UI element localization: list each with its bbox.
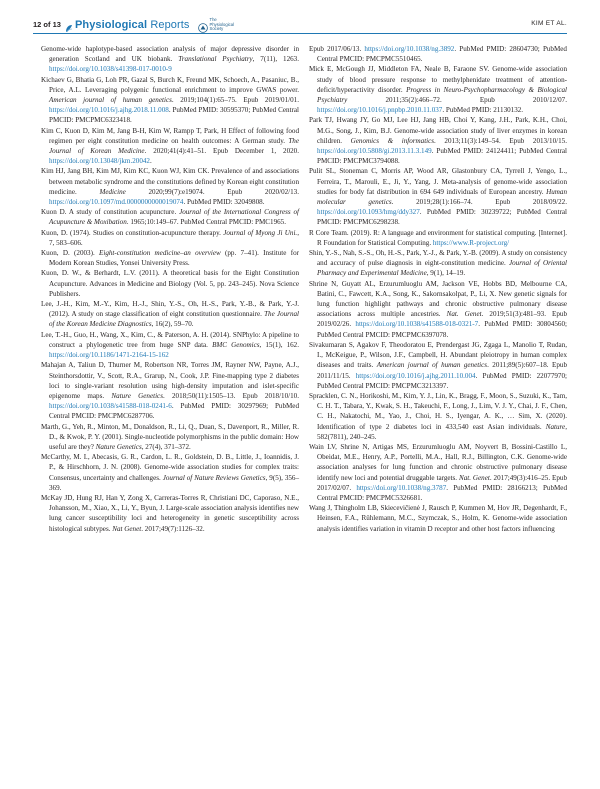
reference-journal: Journal of Myong Ji Uni.	[223, 228, 298, 237]
reference-entry	[41, 493, 299, 534]
reference-entry	[309, 442, 567, 503]
reference-entry	[309, 115, 567, 166]
reference-journal: Journal of the International Congress of Acupuncture & Moxibation	[49, 208, 299, 227]
reference-entry	[41, 248, 299, 268]
reference-text: , 27(4), 371–372.	[141, 442, 191, 451]
header-rule	[33, 33, 567, 34]
reference-text: . PubMed PMID: 32049808.	[183, 198, 265, 207]
reference-text: . PubMed PMID: 28166213; PubMed Central PMCID: PMCPMC5326681.	[317, 483, 567, 502]
running-author: KIM ET AL.	[531, 20, 567, 27]
reference-entry	[41, 207, 299, 227]
society-line-2: Physiological	[209, 21, 234, 27]
journal-logo-icon	[65, 20, 73, 29]
reference-text: . PubMed PMID: 24124411; PubMed Central PMCID: PMCPMC3794088.	[317, 147, 567, 166]
reference-text: . 2017;49(3):416–25. Epub 2017/02/07.	[317, 473, 568, 492]
reference-journal: BMC Genomics	[212, 340, 260, 349]
reference-text: , 7, 583–606.	[49, 228, 299, 247]
reference-journal: Nat. Genet	[446, 310, 482, 319]
references-right-column	[309, 44, 567, 534]
reference-text: . 2019;104(1):65–75. Epub 2019/01/01.	[171, 96, 299, 105]
reference-journal: Genomics & informatics	[350, 136, 435, 145]
reference-text: Kuon, D. (2003).	[41, 249, 100, 258]
reference-entry	[41, 126, 299, 167]
page-number: 12 of 13	[33, 20, 61, 30]
reference-entry	[309, 44, 567, 64]
reference-entry	[41, 452, 299, 493]
society-name	[210, 18, 234, 32]
reference-text: McCarthy, M. I., Abecasis, G. R., Cardon, L. R., Goldstein, D. B., Little, J., Ioannidis, J. P., & Hirschhorn, J. N. (2008). Genome-wide association studies for complex traits: Consensus, uncertainty and challenges.	[41, 453, 299, 482]
journal-logo[interactable]	[65, 19, 190, 31]
reference-doi-link[interactable]: https://doi.org/10.1016/j.ajhg.2011.10.004	[355, 371, 476, 380]
reference-text: . 2019;51(3):481–93. Epub 2019/02/26.	[317, 310, 568, 329]
reference-text: . PubMed PMID: 30239722; PubMed Central PMCID: PMCPMC6298238.	[317, 208, 567, 227]
reference-entry	[41, 360, 299, 421]
reference-doi-link[interactable]: https://doi.org/10.1097/md.0000000000019074	[49, 198, 184, 207]
reference-text: . PubMed PMID: 30297969; PubMed Central PMCID: PMCPMC6287706.	[49, 402, 299, 421]
reference-entry	[41, 166, 299, 207]
reference-text: , 582(7811), 240–245.	[317, 422, 567, 441]
reference-text: , 9(1), 14–19.	[426, 269, 466, 278]
reference-journal: Nature	[545, 422, 566, 431]
reference-text: Kuon, D. W., & Berhardt, L.V. (2011). A theoretical basis for the Eight Constitution Acupuncture. Advances in Medicine and Biology (Vol. 5, pp. 243–245). Nova Science Publishers.	[41, 269, 299, 298]
reference-text: . 2020;41(4):41–51. Epub December 1, 2020.	[144, 147, 299, 156]
reference-text: . 2017;49(7):1126–32.	[141, 524, 205, 533]
reference-text: . 1965;10:149–67. PubMed Central PMCID: PMC1965.	[126, 218, 286, 227]
reference-doi-link[interactable]: https://doi.org/10.1038/s41588-018-0321-7	[355, 320, 479, 329]
reference-journal: Nat. Genet	[458, 473, 490, 482]
reference-doi-link[interactable]: https://doi.org/10.1038/ng.3892	[364, 45, 455, 53]
reference-journal: Journal of Nature Reviews Genetics	[162, 473, 266, 482]
reference-entry	[41, 228, 299, 248]
reference-text: Kim HJ, Jang BH, Kim MJ, Kim KC, Kuon WJ, Kim CK. Prevalence of and associations between metabolic syndrome and the constitutions defined by Korean eight constitution medicine.	[41, 167, 299, 196]
reference-text: . PubMed PMID: 30804560; PubMed Central PMCID: PMCPMC6397078.	[317, 320, 567, 339]
society-line-3: Society	[209, 26, 224, 32]
reference-text: Mahajan A, Taliun D, Thurner M, Robertson NR, Torres JM, Rayner NW, Payne, A.J., Steinthorsdottir, V., Scott, R.A., Grarup, N., Cook, J.P. Fine-mapping type 2 diabetes loci to single-variant resolution using high-density imputation and islet-specific epigenome maps.	[41, 361, 299, 400]
reference-text: Sivakumaran S, Agakov F, Theodoratou E, Prendergast JG, Zgaga L, Manolio T, Rudan, I., McKeigue, P., Wilson, J.F., Campbell, H. Abundant pleiotropy in human complex diseases and traits.	[309, 340, 567, 370]
reference-journal: American journal of human genetics	[49, 96, 172, 105]
reference-journal: Eight-constitution medicine–an overview	[99, 249, 221, 258]
society-logo-icon	[198, 20, 208, 30]
society-line-1: The	[209, 17, 217, 22]
journal-name-part2: Reports	[150, 18, 190, 31]
reference-entry	[41, 268, 299, 299]
reference-text: , 7(11), 1263.	[252, 55, 299, 64]
society-logo[interactable]	[198, 18, 234, 32]
reference-text: . 2019;28(1):166–74. Epub 2018/09/22.	[391, 198, 567, 207]
reference-text: Spracklen, C. N., Horikoshi, M., Kim, Y. J., Lin, K., Bragg, F., Moon, S., Suzuki, K., Tam, C. H. T., Tabara, Y., Kwak, S. H., Takeuchi, F., Long, J., Lim, V. J. Y., Chai, J. F., Chen, C. H., Nakatochi, M., Yao, J., Choi, H. S., Iyengar, A. K., … Sim, X. (2020). Identification of type 2 diabetes loci in 433,540 east Asian individuals.	[309, 391, 567, 431]
reference-doi-link[interactable]: https://doi.org/10.5808/gi.2013.11.3.149	[317, 147, 432, 156]
reference-text: 2011;35(2):466–72. Epub 2010/12/07.	[347, 96, 567, 105]
reference-entry	[41, 422, 299, 453]
reference-text: Kim C, Kuon D, Kim M, Jang B-H, Kim W, Rampp T, Park, H Effect of following food regimen per eight constitution medicine on health outcomes: A German study.	[41, 126, 299, 145]
reference-text: . 2011;89(5):607–18. Epub 2011/11/15.	[317, 361, 567, 380]
reference-entry	[309, 391, 567, 442]
reference-text: . PubMed PMID: 22077970; PubMed Central PMCID: PMCPMC3213397.	[317, 371, 567, 390]
journal-name-part1: Physiological	[74, 18, 148, 31]
reference-text: . PubMed PMID: 21130132.	[442, 106, 524, 115]
reference-text: Park TJ, Hwang JY, Go MJ, Lee HJ, Jang HB, Choi Y, Kang, J.H., Park, K.H., Choi, M.G., Song, J., Kim, B.J. Genome-wide association study of liver enzymes in korean children.	[309, 116, 567, 145]
reference-entry	[41, 299, 299, 330]
reference-entry	[41, 75, 299, 126]
reference-text: Wain LV, Shrine N, Artigas MS, Erzurumluoglu AM, Noyvert B, Bossini-Castillo L, Obeidat, M.E., Henry, A.P., Portelli, M.A., Hall, R.J., Billington, C.K. Genome-wide association analyses for lung function and chronic obstructive pulmonary disease identify new loci and potential druggable targets.	[309, 442, 567, 482]
reference-text: Mick E, McGough JJ, Middleton FA, Neale B, Faraone SV. Genome-wide association study of blood pressure response to methylphenidate treatment of attention-deficit/hyperactivity disorder.	[309, 65, 567, 94]
reference-text: . 2013;11(3):149–54. Epub 2013/10/15.	[434, 136, 567, 145]
reference-journal: Medicine	[99, 187, 126, 196]
reference-entry	[309, 166, 567, 227]
reference-journal: Nature Genetics	[111, 391, 163, 400]
header-left	[33, 18, 234, 32]
reference-entry	[41, 44, 299, 75]
reference-journal: Journal of Oriental Pharmacy and Experimental Medicine	[317, 259, 567, 278]
reference-journal: Nat Genet	[112, 524, 142, 533]
reference-journal: American journal of human genetics	[376, 361, 488, 370]
reference-text: Marth, G., Yeh, R., Minton, M., Donaldson, R., Li, Q., Duan, S., Davenport, R., Miller, R. D., & Kwok, P. Y. (2001). Single-nucleotide polymorphisms in the public domain: How useful are they?	[41, 422, 299, 451]
reference-text: 2020;99(7):e19074. Epub 2020/02/13.	[125, 187, 299, 196]
reference-journal: Progress in Neuro-Psychopharmacology & Biological Psychiatry	[317, 85, 567, 105]
reference-text: McKay JD, Hung RJ, Han Y, Zong X, Carreras-Torres R, Christiani DC, Caporaso, N.E., Johansson, M., Xiao, X., Li, Y., Byun, J. Large-scale association analysis identifies new lung cancer susceptibility loci and heterogeneity in genetic susceptibility across histological subtypes.	[41, 493, 299, 533]
reference-text: Epub 2017/06/13.	[309, 45, 365, 53]
reference-text: Lee, T.-H., Guo, H., Wang, X., Kim, C., & Paterson, A. H. (2014). SNPhylo: A pipeline to construct a phylogenetic tree from huge SNP data.	[41, 330, 299, 349]
reference-doi-link[interactable]: https://doi.org/10.1016/j.pnpbp.2010.11.037	[317, 106, 443, 115]
reference-doi-link[interactable]: https://doi.org/10.1038/ng.3787	[356, 483, 447, 492]
reference-entry	[309, 503, 567, 534]
reference-text: . PubMed PMID: 30595370; PubMed Central PMCID: PMCPMC6323418.	[49, 106, 299, 125]
reference-text: Shrine N, Guyatt AL, Erzurumluoglu AM, Jackson VE, Hobbs BD, Melbourne CA, Batini, C., Fawcett, K.A., Song, K., Sakornsakolpat, P., Li, X. New genetic signals for lung function highlight pathways and chronic obstructive pulmonary disease associations across multiple ancestries.	[309, 279, 567, 319]
reference-text: . PubMed PMID: 28604730; PubMed Central PMCID: PMCPMC5510465.	[317, 45, 567, 64]
reference-doi-link[interactable]: https://www.R-project.org/	[432, 238, 510, 247]
reference-journal: The Journal of Korean Medicine	[49, 136, 299, 156]
reference-entry	[41, 330, 299, 361]
reference-journal: Translational Psychiatry	[178, 55, 253, 64]
reference-doi-link[interactable]: https://doi.org/10.1038/s41398-017-0010-9	[49, 65, 172, 74]
reference-journal: Nature Genetics	[95, 442, 142, 451]
reference-text: R Core Team. (2019). R: A language and environment for statistical computing. [Internet]. R Foundation for Statistical Computing.	[309, 228, 567, 247]
reference-text: Kuon, D. (1974). Studies on constitution-acupuncture therapy.	[41, 228, 224, 237]
reference-text: , 9(5), 356–369.	[49, 473, 300, 492]
reference-entry	[309, 64, 567, 115]
reference-text: Lee, J.-H., Kim, M.-Y., Kim, H.-J., Shin, Y.-S., Oh, H.-S., Park, Y.-B., & Park, Y.-J. (2012). A study on stage classification of eight constitution questionnaire.	[41, 300, 299, 319]
reference-text: Genome-wide haplotype-based association analysis of major depressive disorder in generation Scotland and UK biobank.	[41, 45, 299, 64]
reference-entry	[309, 228, 567, 248]
reference-text: Kichaev G, Bhatia G, Loh PR, Gazal S, Burch K, Freund MK, Schoech, A., Pasaniuc, B., Price, A.L. Leveraging polygenic functional enrichment to improve GWAS power.	[41, 75, 299, 94]
reference-journal: The Journal of the Korean Medicine Diagnostics	[49, 310, 300, 329]
reference-doi-link[interactable]: https://doi.org/10.1186/1471-2164-15-162	[49, 351, 169, 360]
reference-text: (pp. 7–41). Institute for Modern Korean Studies, Yonsei University Press.	[49, 249, 299, 268]
page-header	[33, 16, 567, 36]
reference-text: Shin, Y.-S., Nah, S.-S., Oh, H.-S., Park, Y.-J., & Park, Y.-B. (2009). A study on consistency and accuracy of pulse diagnosis in eight-constitution medicine.	[309, 249, 567, 268]
reference-text: .	[149, 157, 152, 166]
reference-entry	[309, 248, 567, 279]
references-left-column	[41, 44, 299, 534]
reference-entry	[309, 340, 567, 391]
reference-text: Wang J, Thingholm LB, Skiecevičienė J, Rausch P, Kummen M, Hov JR, Degenhardt, F., Heinsen, F.A., Rühlemann, M.C., Szymczak, S., Holm, K. Genome-wide association analysis identifies variation in vitamin D receptor and other host factors influencing	[309, 504, 567, 533]
reference-text: Pulit SL, Stoneman C, Morris AP, Wood AR, Glastonbury CA, Tyrrell J, Yengo, L., Ferreira, T., Marouli, E., Ji, Y., Yang, J. Meta-analysis of genome-wide association studies for body fat distribution in 694 649 individuals of European ancestry.	[309, 167, 567, 196]
reference-text: . 2018;50(11):1505–13. Epub 2018/10/10.	[162, 391, 299, 400]
reference-text: , 15(1), 162.	[259, 340, 300, 349]
reference-text: Kuon D. A study of constitution acupuncture.	[41, 208, 180, 217]
reference-doi-link[interactable]: https://doi.org/10.1016/j.ajhg.2018.11.008	[49, 106, 169, 115]
reference-doi-link[interactable]: https://doi.org/10.13048/jkm.20042	[49, 157, 150, 166]
reference-journal: Human molecular genetics	[317, 187, 567, 207]
reference-entry	[309, 279, 567, 340]
journal-name	[75, 19, 190, 31]
reference-doi-link[interactable]: https://doi.org/10.1038/s41588-018-0241-6	[49, 402, 172, 411]
reference-doi-link[interactable]: https://doi.org/10.1093/hmg/ddy327	[317, 208, 420, 217]
reference-text: , 16(2), 59–70.	[151, 320, 194, 329]
